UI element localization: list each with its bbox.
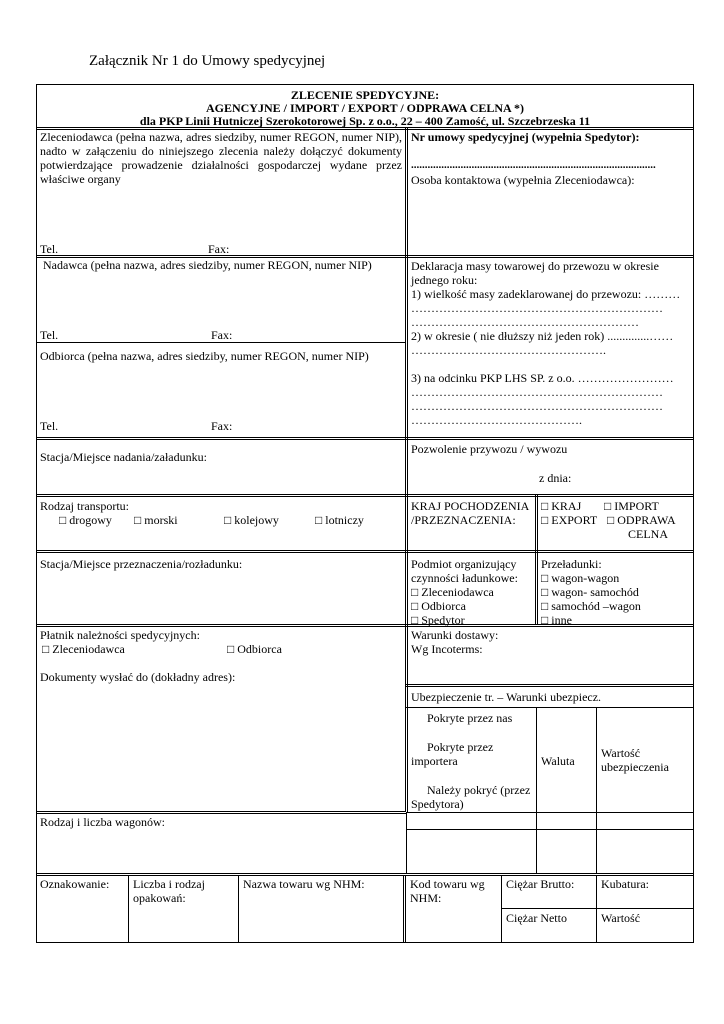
declaration-line-9: ……………………………………………………… xyxy=(411,385,663,399)
transshipment-option-4[interactable]: □ inne xyxy=(541,613,572,627)
client-fax: Fax: xyxy=(208,242,230,256)
form-title: ZLECENIE SPEDYCYJNE: xyxy=(290,88,440,102)
main-column-divider xyxy=(405,128,408,812)
goods-net-weight-label: Ciężar Netto xyxy=(506,911,567,925)
receiver-tel: Tel. xyxy=(40,419,59,433)
contract-label: Nr umowy spedycyjnej (wypełnia Spedytor): xyxy=(411,130,640,144)
origin-option-export[interactable]: □ EXPORT xyxy=(541,513,598,527)
insurance-currency-label: Waluta xyxy=(541,754,575,768)
declaration-line-8: 3) na odcinku PKP LHS SP. z o.o. …………………… xyxy=(411,371,674,385)
declaration-line-3: 1) wielkość masy zadeklarowanej do przewozu: ……… xyxy=(411,287,681,301)
incoterms-label: Wg Incoterms: xyxy=(411,642,483,656)
origin-label-2: /PRZEZNACZENIA: xyxy=(411,513,516,527)
divider-payer xyxy=(36,811,406,814)
transport-option-road[interactable]: □ drogowy xyxy=(59,513,112,527)
insurance-covered-forwarder-1: Należy pokryć (przez xyxy=(427,783,531,797)
divider-declaration xyxy=(406,437,694,440)
goods-packaging-label-2: opakowań: xyxy=(133,891,186,905)
goods-code-label-2: NHM: xyxy=(410,891,442,905)
goods-col-5 xyxy=(596,875,597,943)
goods-row-divider xyxy=(501,908,694,909)
loading-org-label-1: Podmiot organizujący xyxy=(411,557,517,571)
divider-contract xyxy=(406,255,694,258)
loading-org-option-forwarder[interactable]: □ Spedytor xyxy=(411,613,465,627)
client-label: Zleceniodawca (pełna nazwa, adres siedziby, numer REGON, numer NIP), nadto w załączeniu do niniejszego zlecenia należy dołączyć dokumenty potwierdzające prowadzenie działalności gospodarczej wydane przez właściwe organy xyxy=(40,130,402,186)
payer-option-receiver[interactable]: □ Odbiorca xyxy=(227,642,282,656)
receiver-fax: Fax: xyxy=(211,419,233,433)
transport-option-air[interactable]: □ lotniczy xyxy=(315,513,364,527)
declaration-line-10: ……………………………………………………… xyxy=(411,399,663,413)
divider-insurance-header xyxy=(406,707,694,708)
delivery-label: Warunki dostawy: xyxy=(411,628,499,642)
divider-station-dest xyxy=(36,624,406,627)
insurance-value-label-1: Wartość xyxy=(601,746,641,760)
divider-station-send xyxy=(36,494,406,497)
goods-col-2 xyxy=(238,875,239,943)
goods-divider-upper xyxy=(406,812,407,874)
divider-receiver xyxy=(36,437,406,440)
goods-col-3 xyxy=(403,875,406,943)
origin-label-1: KRAJ POCHODZENIA xyxy=(411,499,530,513)
goods-packaging-label-1: Liczba i rodzaj xyxy=(133,877,205,891)
transshipment-option-1[interactable]: □ wagon-wagon xyxy=(541,571,620,585)
origin-option-domestic[interactable]: □ KRAJ xyxy=(541,499,582,513)
contact-person-label: Osoba kontaktowa (wypełnia Zleceniodawca): xyxy=(411,173,635,187)
loading-org-label-2: czynności ładunkowe: xyxy=(411,571,518,585)
divider-sender xyxy=(36,342,406,343)
attachment-title: Załącznik Nr 1 do Umowy spedycyjnej xyxy=(89,53,326,69)
insurance-covered-forwarder-2: Spedytora) xyxy=(411,797,464,811)
docs-address-label: Dokumenty wysłać do (dokładny adres): xyxy=(40,670,236,684)
receiver-label: Odbiorca (pełna nazwa, adres siedziby, numer REGON, numer NIP) xyxy=(40,349,369,363)
wagons-label: Rodzaj i liczba wagonów: xyxy=(40,815,165,829)
goods-col-4 xyxy=(501,875,502,943)
origin-option-import[interactable]: □ IMPORT xyxy=(604,499,659,513)
insurance-value-label-2: ubezpieczenia xyxy=(601,760,669,774)
insurance-col-divider-2 xyxy=(596,707,597,874)
divider-permit xyxy=(406,494,694,497)
permit-date-label: z dnia: xyxy=(539,471,572,485)
form-company-line: dla PKP Linii Hutniczej Szerokotorowej Sp. z o.o., 22 – 400 Zamość, ul. Szczebrzeska 11 xyxy=(139,114,591,128)
divider-insurance-row xyxy=(406,829,694,830)
transshipment-label: Przeładunki: xyxy=(541,557,602,571)
goods-value-label: Wartość xyxy=(601,911,641,925)
loading-org-option-receiver[interactable]: □ Odbiorca xyxy=(411,599,466,613)
sender-label: Nadawca (pełna nazwa, adres siedziby, numer REGON, numer NIP) xyxy=(43,258,372,272)
transport-label: Rodzaj transportu: xyxy=(40,499,129,513)
goods-code-label-1: Kod towaru wg xyxy=(410,877,485,891)
divider-delivery xyxy=(406,684,694,687)
transport-option-sea[interactable]: □ morski xyxy=(134,513,178,527)
form-subtitle: AGENCYJNE / IMPORT / EXPORT / ODPRAWA CELNA *) xyxy=(205,101,525,115)
divider-origin xyxy=(406,550,694,553)
loading-org-option-client[interactable]: □ Zleceniodawca xyxy=(411,585,494,599)
sender-fax: Fax: xyxy=(211,328,233,342)
insurance-header: Ubezpieczenie tr. – Warunki ubezpiecz. xyxy=(411,690,602,704)
divider-insurance-table xyxy=(406,812,694,813)
transport-option-rail[interactable]: □ kolejowy xyxy=(224,513,279,527)
goods-marking-label: Oznakowanie: xyxy=(40,877,110,891)
permit-label: Pozwolenie przywozu / wywozu xyxy=(411,442,568,456)
declaration-line-1: Deklaracja masy towarowej do przewozu w okresie xyxy=(411,259,659,273)
insurance-covered-us: Pokryte przez nas xyxy=(427,711,513,725)
goods-gross-weight-label: Ciężar Brutto: xyxy=(506,877,575,891)
payer-label: Płatnik należności spedycyjnych: xyxy=(40,628,200,642)
contract-dots: ......................................................................................... xyxy=(411,159,656,171)
client-tel: Tel. xyxy=(40,242,59,256)
declaration-line-5: ………………………………………………… xyxy=(411,315,639,329)
insurance-covered-importer-2: importera xyxy=(411,754,458,768)
declaration-line-4: ……………………………………………………… xyxy=(411,301,663,315)
transshipment-option-2[interactable]: □ wagon- samochód xyxy=(541,585,639,599)
declaration-line-7: …………………………………………. xyxy=(411,343,606,357)
goods-name-label: Nazwa towaru wg NHM: xyxy=(243,877,365,891)
payer-option-client[interactable]: □ Zleceniodawca xyxy=(42,642,125,656)
origin-divider xyxy=(535,495,538,624)
station-dest-label: Stacja/Miejsce przeznaczenia/rozładunku: xyxy=(40,557,243,571)
transshipment-option-3[interactable]: □ samochód –wagon xyxy=(541,599,641,613)
declaration-line-6: 2) w okresie ( nie dłuższy niż jeden rok) ..............…… xyxy=(411,329,674,343)
goods-col-1 xyxy=(128,875,129,943)
declaration-line-2: jednego roku: xyxy=(411,273,478,287)
station-send-label: Stacja/Miejsce nadania/załadunku: xyxy=(40,450,207,464)
origin-option-customs-cont: CELNA xyxy=(628,527,668,541)
sender-tel: Tel. xyxy=(40,328,59,342)
insurance-col-divider-1 xyxy=(536,707,537,874)
origin-option-customs[interactable]: □ ODPRAWA xyxy=(607,513,676,527)
insurance-covered-importer-1: Pokryte przez xyxy=(427,740,494,754)
divider-transport xyxy=(36,550,406,553)
declaration-line-11: ……………………………………. xyxy=(411,413,582,427)
goods-volume-label: Kubatura: xyxy=(601,877,649,891)
